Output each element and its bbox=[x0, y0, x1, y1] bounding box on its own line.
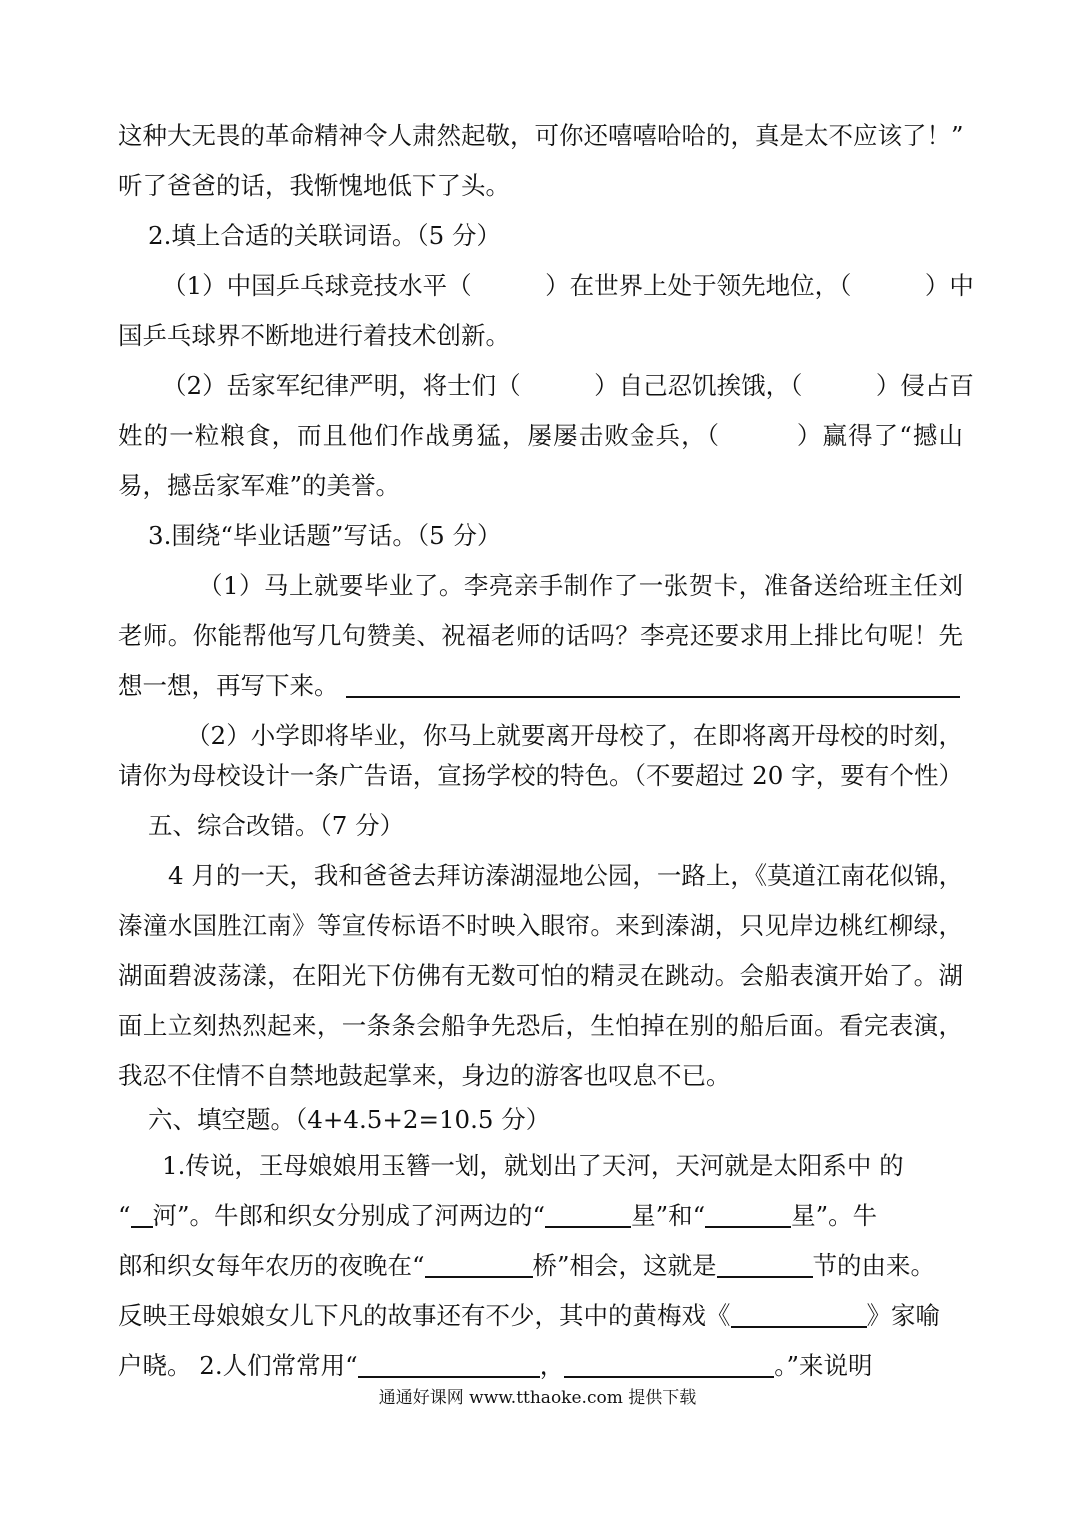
answer-blank[interactable] bbox=[425, 1250, 533, 1278]
text-line: 湖面碧波荡漾，在阳光下仿佛有无数可怕的精灵在跳动。会船表演开始了。湖 bbox=[118, 961, 963, 990]
text-line: 溱潼水国胜江南》等宣传标语不时映入眼帘。来到溱湖，只见岸边桃红柳绿， bbox=[118, 911, 963, 940]
question-heading: 3.围绕“毕业话题”写话。（5 分） bbox=[148, 521, 502, 550]
answer-blank[interactable] bbox=[564, 1350, 774, 1378]
text-line bbox=[118, 666, 963, 706]
answer-blank[interactable] bbox=[717, 1250, 813, 1278]
text-line: 这种大无畏的革命精神令人肃然起敬，可你还嘻嘻哈哈的，真是太不应该了！” bbox=[118, 121, 964, 150]
text-line: 姓的一粒粮食，而且他们作战勇猛，屡屡击败金兵，（ ）赢得了“撼山 bbox=[118, 421, 963, 450]
section-heading: 五、综合改错。（7 分） bbox=[148, 811, 405, 840]
text-line: 易，撼岳家军难”的美誉。 bbox=[118, 471, 401, 500]
text-line: 国乒乓球界不断地进行着技术创新。 bbox=[118, 321, 510, 350]
text-line bbox=[118, 1296, 963, 1336]
answer-blank[interactable] bbox=[131, 1200, 153, 1228]
fill-text: 星”和“ bbox=[631, 1201, 706, 1230]
answer-blank[interactable] bbox=[358, 1350, 540, 1378]
answer-blank[interactable] bbox=[731, 1300, 867, 1328]
text-line: 我忍不住情不自禁地鼓起掌来，身边的游客也叹息不已。 bbox=[118, 1061, 731, 1090]
fill-text: 节的由来。 bbox=[812, 1251, 936, 1280]
text-line bbox=[118, 1246, 963, 1286]
fill-text: 郎和织女每年农历的夜晚在“ bbox=[118, 1251, 425, 1280]
fill-text: 桥”相会，这就是 bbox=[532, 1251, 717, 1280]
answer-blank[interactable] bbox=[545, 1200, 631, 1228]
answer-blank[interactable] bbox=[346, 670, 960, 698]
section-heading: 六、填空题。（4+4.5+2=10.5 分） bbox=[148, 1105, 551, 1134]
text-line: （2）小学即将毕业，你马上就要离开母校了，在即将离开母校的时刻， bbox=[186, 721, 963, 750]
fill-text: 》家喻 bbox=[866, 1301, 940, 1330]
answer-blank[interactable] bbox=[705, 1200, 791, 1228]
fill-text: 星”。牛 bbox=[791, 1201, 878, 1230]
fill-text: 河”。牛郎和织女分别成了河两边的“ bbox=[152, 1201, 546, 1230]
text-line: （1）中国乒乓球竞技水平（ ）在世界上处于领先地位，（ ）中 bbox=[162, 271, 974, 300]
text-line: 1.传说，王母娘娘用玉簪一划，就划出了天河，天河就是太阳系中 的 bbox=[162, 1151, 904, 1180]
fill-text: 户晓。 2.人们常常用“ bbox=[118, 1351, 358, 1380]
text-line: 面上立刻热烈起来，一条条会船争先恐后，生怕掉在别的船后面。看完表演， bbox=[118, 1011, 963, 1040]
question-heading: 2.填上合适的关联词语。（5 分） bbox=[148, 221, 501, 250]
text-line: （2）岳家军纪律严明，将士们（ ）自己忍饥挨饿，（ ）侵占百 bbox=[162, 371, 974, 400]
page-footer: 通通好课网 www.tthaoke.com 提供下载 bbox=[378, 1388, 697, 1408]
prompt-text: 想一想，再写下来。 bbox=[118, 671, 339, 700]
text-line: （1）马上就要毕业了。李亮亲手制作了一张贺卡，准备送给班主任刘 bbox=[198, 571, 963, 600]
fill-text: ， bbox=[539, 1351, 565, 1380]
fill-text: 。”来说明 bbox=[774, 1351, 873, 1380]
text-line: 请你为母校设计一条广告语，宣扬学校的特色。（不要超过 20 字，要有个性） bbox=[118, 761, 963, 790]
text-line: 听了爸爸的话，我惭愧地低下了头。 bbox=[118, 171, 510, 200]
text-line bbox=[118, 1196, 963, 1236]
text-line: 老师。你能帮他写几句赞美、祝福老师的话吗？李亮还要求用上排比句呢！先 bbox=[118, 621, 963, 650]
fill-text: “ bbox=[118, 1201, 131, 1230]
text-line: 4 月的一天，我和爸爸去拜访溱湖湿地公园，一路上，《莫道江南花似锦， bbox=[168, 861, 964, 890]
fill-text: 反映王母娘娘女儿下凡的故事还有不少，其中的黄梅戏《 bbox=[118, 1301, 731, 1330]
text-line bbox=[118, 1346, 963, 1386]
